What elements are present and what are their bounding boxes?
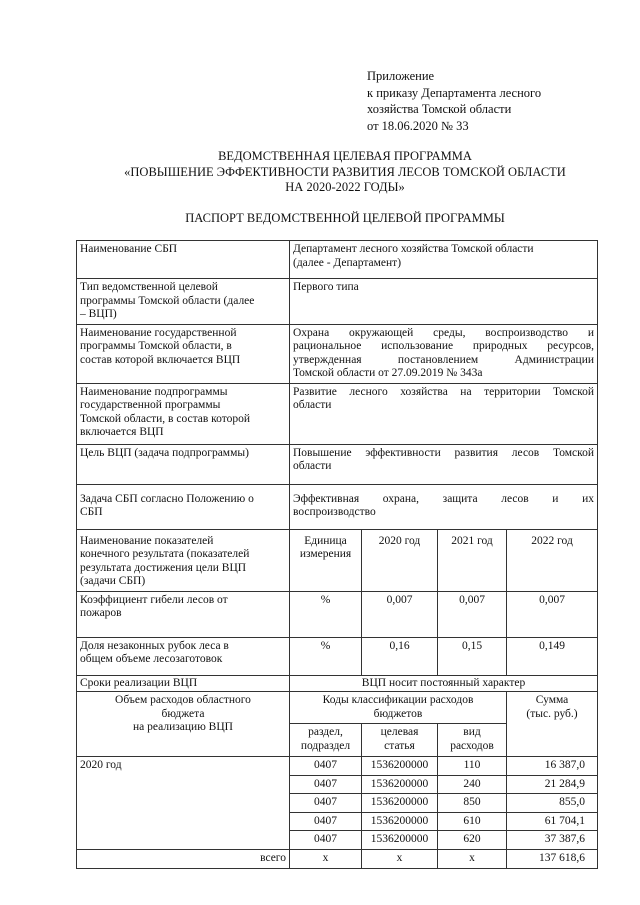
passport-table [76,240,598,869]
codes-header: Коды классификации расходов бюджетов [290,692,507,724]
expense-kind: 620 [438,831,507,850]
indicator-value-2021: 0,15 [438,637,507,675]
table-row [77,591,598,637]
expense-amount: 37 387,6 [507,831,598,850]
appendix-line: к приказу Департамента лесного [367,85,542,100]
expense-kind: 240 [438,775,507,794]
expense-target: 1536200000 [362,757,438,776]
table-row [77,529,598,591]
year-label: 2020 год [77,757,290,850]
sbp-value: Департамент лесного хозяйства Томской области (далее - Департамент) [290,241,598,279]
appendix-line: от 18.06.2020 № 33 [367,118,469,133]
expense-section: 0407 [290,831,362,850]
indicator-value-2022: 0,149 [507,637,598,675]
expense-target: 1536200000 [362,831,438,850]
table-row [77,383,598,444]
expense-section: 0407 [290,794,362,813]
type-value: Первого типа [290,279,598,325]
indicator-unit: % [290,637,362,675]
goal-value: Повышение эффективности развития лесов Томской области [290,444,598,484]
type-label: Тип ведомственной целевой программы Томской области (далее – ВЦП) [77,279,290,325]
program-title-line: «ПОВЫШЕНИЕ ЭФФЕКТИВНОСТИ РАЗВИТИЯ ЛЕСОВ ТОМСКОЙ ОБЛАСТИ [124,164,566,179]
appendix-line: хозяйства Томской области [367,102,512,116]
task-label: Задача СБП согласно Положению о СБП [77,484,290,529]
sbp-label: Наименование СБП [77,241,290,279]
expense-amount: 21 284,9 [507,775,598,794]
table-row [77,444,598,484]
sum-header: Сумма (тыс. руб.) [507,692,598,757]
budget-label: Объем расходов областного бюджета на реализацию ВЦП [77,692,290,757]
program-title-line: НА 2020-2022 ГОДЫ» [285,180,405,194]
table-row [77,757,598,776]
table-row [77,241,598,279]
indicator-value-2022: 0,007 [507,591,598,637]
program-title [60,149,630,196]
passport-title: ПАСПОРТ ВЕДОМСТВЕННОЙ ЦЕЛЕВОЙ ПРОГРАММЫ [185,211,505,225]
indicator-value-2020: 0,16 [362,637,438,675]
year-2021-header: 2021 год [438,529,507,591]
total-label: всего [77,849,290,868]
expense-amount: 16 387,0 [507,757,598,776]
table-row [77,849,598,868]
expense-amount: 61 704,1 [507,812,598,831]
unit-header: Единица измерения [290,529,362,591]
indicator-value-2020: 0,007 [362,591,438,637]
terms-label: Сроки реализации ВЦП [77,675,290,692]
expense-section: 0407 [290,757,362,776]
total-section: х [290,849,362,868]
year-2022-header: 2022 год [507,529,598,591]
expense-target: 1536200000 [362,775,438,794]
goal-label: Цель ВЦП (задача подпрограммы) [77,444,290,484]
total-kind: х [438,849,507,868]
table-row [77,692,598,724]
indicator-unit: % [290,591,362,637]
expense-target: 1536200000 [362,794,438,813]
subprogram-label: Наименование подпрограммы государственной программы Томской области, в состав которой включается ВЦП [77,383,290,444]
expense-kind: 110 [438,757,507,776]
target-header: целевая статья [362,724,438,757]
state-program-label: Наименование государственной программы Томской области, в состав которой включается ВЦП [77,324,290,383]
indicator-value-2021: 0,007 [438,591,507,637]
subprogram-value: Развитие лесного хозяйства на территории Томской области [290,383,598,444]
expense-section: 0407 [290,775,362,794]
expense-amount: 855,0 [507,794,598,813]
table-row [77,279,598,325]
table-row [77,675,598,692]
table-row [77,637,598,675]
expense-kind: 850 [438,794,507,813]
task-value: Эффективная охрана, защита лесов и их воспроизводство [290,484,598,529]
indicator-name: Коэффициент гибели лесов от пожаров [77,591,290,637]
state-program-value: Охрана окружающей среды, воспроизводство и рациональное использование природных ресурсов, утвержденная постановлением Администрации Томской области от 27.09.2019 № 343а [290,324,598,383]
table-row [77,484,598,529]
expense-section: 0407 [290,812,362,831]
total-amount: 137 618,6 [507,849,598,868]
year-2020-header: 2020 год [362,529,438,591]
terms-value: ВЦП носит постоянный характер [290,675,598,692]
indicator-name: Доля незаконных рубок леса в общем объеме лесозаготовок [77,637,290,675]
section-header: раздел, подраздел [290,724,362,757]
appendix-block [367,68,541,134]
indicators-label: Наименование показателей конечного результата (показателей результата достижения цели ВЦП (задачи СБП) [77,529,290,591]
total-target: х [362,849,438,868]
kind-header: вид расходов [438,724,507,757]
table-row [77,324,598,383]
expense-kind: 610 [438,812,507,831]
expense-target: 1536200000 [362,812,438,831]
program-title-line: ВЕДОМСТВЕННАЯ ЦЕЛЕВАЯ ПРОГРАММА [218,149,472,163]
appendix-line: Приложение [367,69,435,83]
